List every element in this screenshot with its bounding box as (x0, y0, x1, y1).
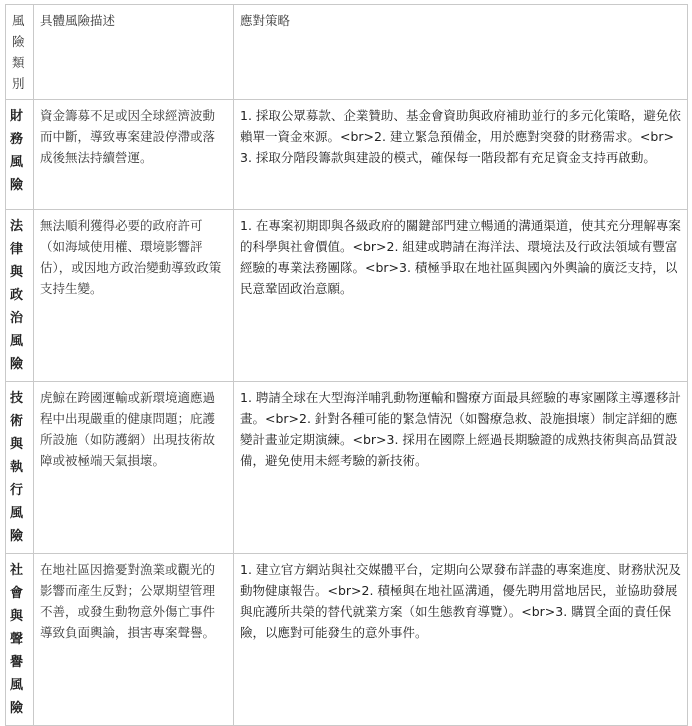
risk-description-cell: 無法順利獲得必要的政府許可（如海域使用權、環境影響評估），或因地方政治變動導致政策支持生變。 (34, 210, 234, 382)
risk-category-cell: 財務風險 (6, 100, 34, 210)
risk-strategy-table (5, 4, 688, 726)
header-strategy: 應對策略 (234, 5, 688, 100)
risk-description-cell: 在地社區因擔憂對漁業或觀光的影響而產生反對；公眾期望管理不善，或發生動物意外傷亡事件導致負面輿論，損害專案聲譽。 (34, 554, 234, 726)
risk-strategy-cell: 1. 在專案初期即與各級政府的關鍵部門建立暢通的溝通渠道，使其充分理解專案的科學與社會價值。<br>2. 組建或聘請在海洋法、環境法及行政法領域有豐富經驗的專業法務團隊。<br>3. 積極爭取在地社區與國內外輿論的廣泛支持，以民意鞏固政治意願。 (234, 210, 688, 382)
risk-strategy-cell: 1. 聘請全球在大型海洋哺乳動物運輸和醫療方面最具經驗的專家團隊主導遷移計畫。<br>2. 針對各種可能的緊急情況（如醫療急救、設施損壞）制定詳細的應變計畫並定期演練。<br>3. 採用在國際上經過長期驗證的成熟技術與高品質設備，避免使用未經考驗的新技術。 (234, 382, 688, 554)
risk-category-cell: 社會與聲譽風險 (6, 554, 34, 726)
risk-category-cell: 技術與執行風險 (6, 382, 34, 554)
table-row (6, 210, 688, 382)
risk-strategy-cell: 1. 採取公眾募款、企業贊助、基金會資助與政府補助並行的多元化策略，避免依賴單一資金來源。<br>2. 建立緊急預備金，用於應對突發的財務需求。<br>3. 採取分階段籌款與建設的模式，確保每一階段都有充足資金支持再啟動。 (234, 100, 688, 210)
risk-description-cell: 資金籌募不足或因全球經濟波動而中斷，導致專案建設停滯或落成後無法持續營運。 (34, 100, 234, 210)
header-description: 具體風險描述 (34, 5, 234, 100)
risk-category-cell: 法律與政治風險 (6, 210, 34, 382)
risk-strategy-cell: 1. 建立官方網站與社交媒體平台，定期向公眾發布詳盡的專案進度、財務狀況及動物健康報告。<br>2. 積極與在地社區溝通，優先聘用當地居民，並協助發展與庇護所共榮的替代就業方案（如生態教育導覽）。<br>3. 購買全面的責任保險，以應對可能發生的意外事件。 (234, 554, 688, 726)
header-category: 風險類別 (6, 5, 34, 100)
table-header-row (6, 5, 688, 100)
table-row (6, 382, 688, 554)
table-row (6, 554, 688, 726)
risk-description-cell: 虎鯨在跨國運輸或新環境適應過程中出現嚴重的健康問題；庇護所設施（如防護網）出現技術故障或被極端天氣損壞。 (34, 382, 234, 554)
table-row (6, 100, 688, 210)
